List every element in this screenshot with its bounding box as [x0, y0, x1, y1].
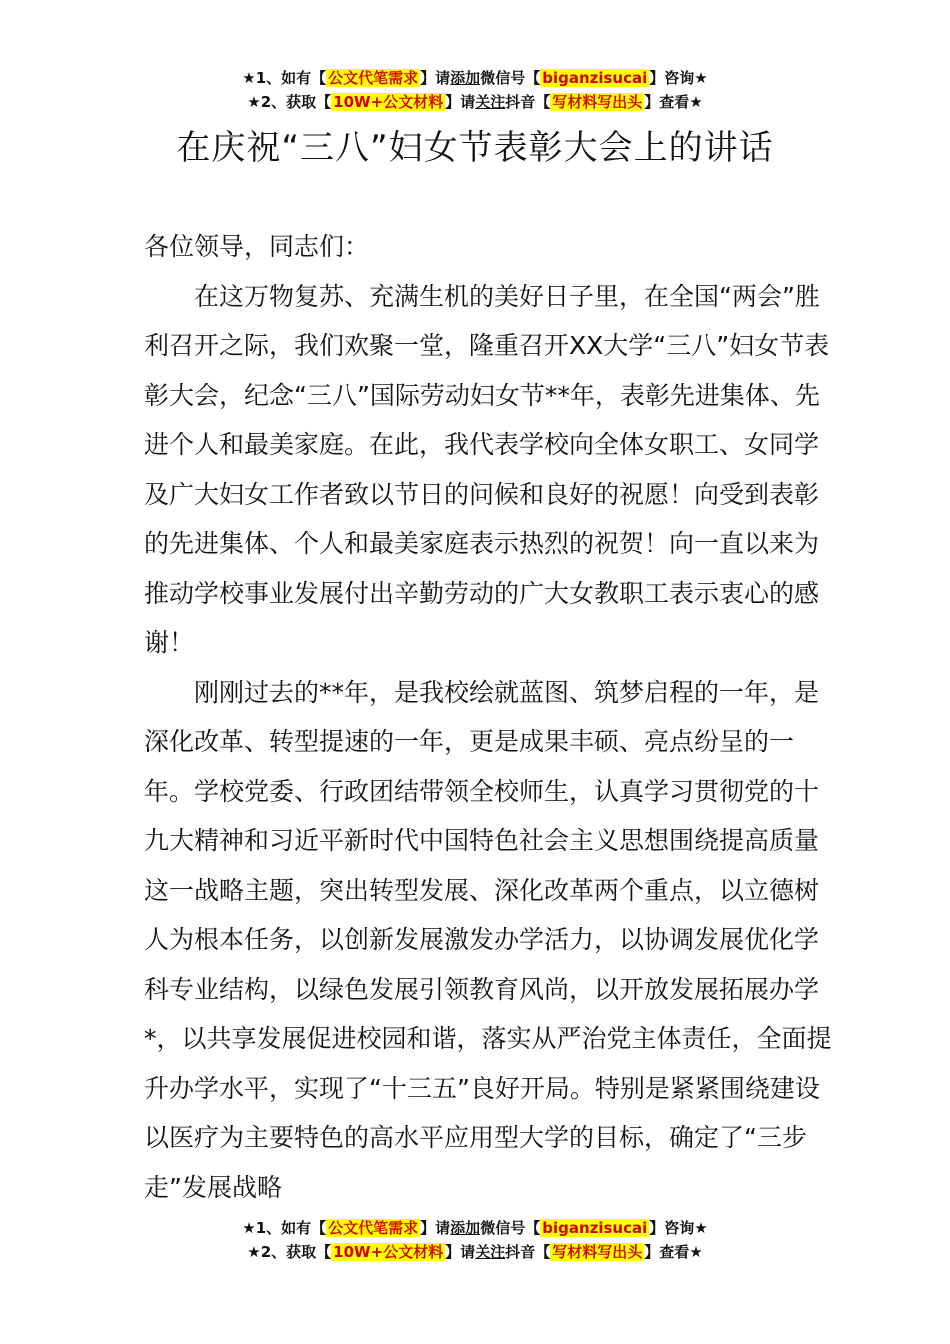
document-body — [144, 222, 834, 1212]
star-icon: ★ — [694, 1219, 708, 1237]
star-icon: ★ — [242, 1219, 256, 1237]
star-icon: ★ — [694, 69, 708, 87]
document-title: 在庆祝“三八”妇女节表彰大会上的讲话 — [176, 128, 774, 168]
highlight-service: 公文代笔需求 — [328, 1219, 419, 1237]
salutation: 各位领导，同志们： — [144, 232, 370, 261]
star-icon: ★ — [689, 93, 703, 111]
footer-banner — [0, 1216, 950, 1264]
star-icon: ★ — [689, 1243, 703, 1261]
highlight-service: 公文代笔需求 — [328, 69, 419, 87]
highlight-wechat-id: biganzisucai — [542, 69, 648, 87]
paragraph: 刚刚过去的**年，是我校绘就蓝图、筑梦启程的一年，是深化改革、转型提速的一年，更是成果丰硕、亮点纷呈的一年。学校党委、行政团结带领全校师生，认真学习贯彻党的十九大精神和习近平新时代中国特色社会主义思想围绕提高质量这一战略主题，突出转型发展、深化改革两个重点，以立德树人为根本任务，以创新发展激发办学活力，以协调发展优化学科专业结构，以绿色发展引领教育风尚，以开放发展拓展办学*，以共享发展促进校园和谐，落实从严治党主体责任，全面提升办学水平，实现了“十三五”良好开局。特别是紧紧围绕建设以医疗为主要特色的高水平应用型大学的目标，确定了“三步走”发展战略 — [144, 677, 832, 1202]
banner-line-1: ★1、如有【 公文代笔需求 】请添加微信号【 biganzisucai 】咨询★ — [242, 69, 708, 87]
paragraph: 在这万物复苏、充满生机的美好日子里，在全国“两会”胜利召开之际，我们欢聚一堂，隆重召开XX大学“三八”妇女节表彰大会，纪念“三八”国际劳动妇女节**年，表彰先进集体、先进个人和最美家庭。在此，我代表学校向全体女职工、女同学及广大妇女工作者致以节日的问候和良好的祝愿！向受到表彰的先进集体、个人和最美家庭表示热烈的祝贺！向一直以来为推动学校事业发展付出辛勤劳动的广大女教职工表示衷心的感谢！ — [144, 281, 830, 657]
highlight-wechat-id: biganzisucai — [542, 1219, 648, 1237]
star-icon: ★ — [242, 69, 256, 87]
highlight-materials: 10W+公文材料 — [333, 1243, 444, 1261]
banner-line-2: ★2、获取【 10W+公文材料 】请关注抖音【 写材料写出头 】查看★ — [247, 1243, 703, 1261]
banner-line-2: ★2、获取【 10W+公文材料 】请关注抖音【 写材料写出头 】查看★ — [247, 93, 703, 111]
star-icon: ★ — [247, 1243, 261, 1261]
header-banner — [0, 66, 950, 114]
banner-line-1: ★1、如有【 公文代笔需求 】请添加微信号【 biganzisucai 】咨询★ — [242, 1219, 708, 1237]
highlight-materials: 10W+公文材料 — [333, 93, 444, 111]
star-icon: ★ — [247, 93, 261, 111]
highlight-douyin-account: 写材料写出头 — [552, 93, 643, 111]
highlight-douyin-account: 写材料写出头 — [552, 1243, 643, 1261]
